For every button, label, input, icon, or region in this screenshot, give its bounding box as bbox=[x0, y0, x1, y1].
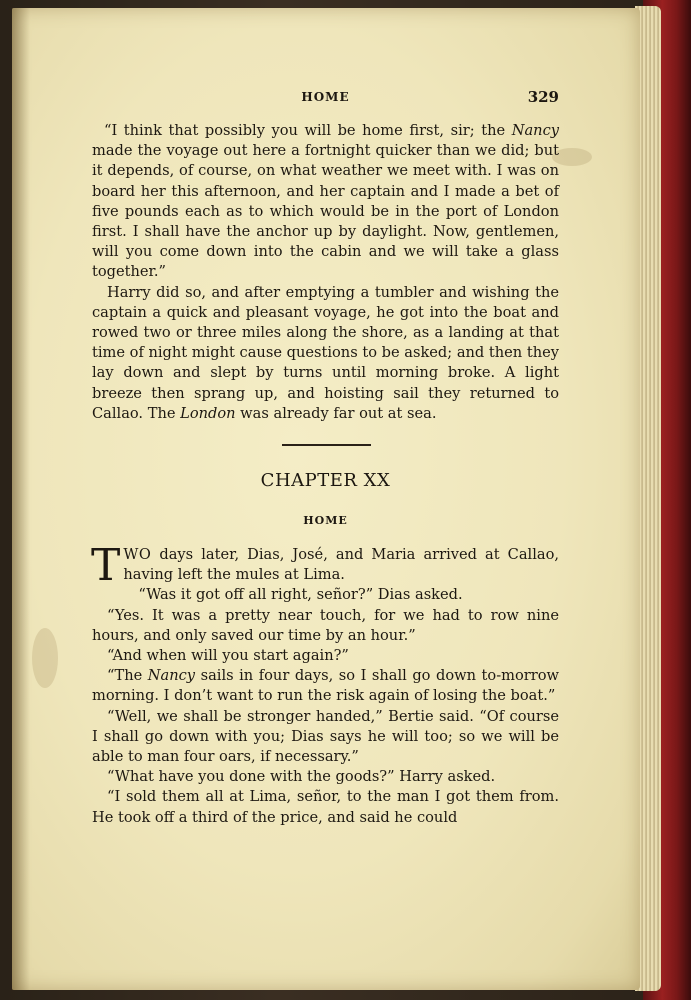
chapter-subtitle: HOME bbox=[303, 514, 348, 527]
text-run: was already far out at sea. bbox=[235, 404, 437, 422]
text-run: “I sold them all at Lima, señor, to the man I got them from. He took off a third of the price, and said he could bbox=[92, 788, 559, 826]
paragraph bbox=[92, 646, 559, 666]
text-run: Harry did so, and after emptying a tumbler and wishing the captain a quick and pleasant voyage, he got into the boat and rowed two or three miles along the shore, as a landing at that time of night might cause questions to be asked; and then they lay down and slept by turns until morning broke. A light breeze then sprang up, and hoisting sail they returned to Callao. The bbox=[92, 283, 559, 422]
chapter-opening-paragraph bbox=[91, 540, 559, 591]
text-run: “Was it got off all right, señor?” Dias asked. bbox=[138, 586, 463, 604]
chapter-text-block bbox=[91, 540, 559, 828]
paragraph bbox=[92, 787, 559, 827]
running-title: HOME bbox=[301, 90, 350, 104]
section-divider bbox=[282, 444, 371, 446]
paragraph bbox=[92, 283, 559, 424]
text-run: “The bbox=[107, 667, 148, 685]
text-run: “Well, we shall be stronger handed,” Bertie said. “Of course I shall go down with you; Dias says he will too; so we will be able to man four oars, if necessary.” bbox=[92, 707, 559, 766]
paper-stain bbox=[32, 628, 58, 688]
text-run: sails in four days, so I shall go down to-morrow morning. I don’t want to run the risk again of losing the boat.” bbox=[92, 667, 559, 705]
paragraph bbox=[92, 767, 559, 787]
text-run: “What have you done with the goods?” Harry asked. bbox=[107, 768, 496, 786]
page-number: 329 bbox=[527, 88, 559, 106]
paragraph bbox=[92, 666, 559, 706]
paragraph bbox=[92, 585, 559, 605]
drop-cap: T bbox=[91, 540, 121, 591]
italic-text: Nancy bbox=[147, 667, 196, 685]
text-run: “I think that possibly you will be home first, sir; the bbox=[104, 122, 512, 139]
paragraph bbox=[92, 121, 559, 283]
gutter-shadow bbox=[12, 8, 30, 990]
chapter-title: CHAPTER XX bbox=[260, 470, 391, 491]
paragraph bbox=[92, 606, 559, 646]
top-text-block bbox=[92, 121, 559, 424]
italic-text: London bbox=[180, 404, 236, 422]
opening-rest: days later, Dias, José, and Maria arrived at Callao, having left the mules at Lima. bbox=[123, 546, 559, 584]
text-run: “And when will you start again?” bbox=[107, 647, 349, 665]
text-run: “Yes. It was a pretty near touch, for we had to row nine hours, and only saved our time by an hour.” bbox=[92, 606, 559, 644]
paragraph bbox=[92, 707, 559, 768]
opening-smallcaps: WO bbox=[123, 546, 152, 563]
italic-text: Nancy bbox=[511, 122, 559, 139]
running-head bbox=[92, 88, 559, 108]
text-run: made the voyage out here a fortnight quicker than we did; but it depends, of course, on what weather we meet with. I was on board her this afternoon, and her captain and I made a bet of five pounds each as to which would be in the port of London first. I shall have the anchor up by daylight. Now, gentlemen, will you come down into the cabin and we will take a glass together.” bbox=[92, 142, 559, 281]
